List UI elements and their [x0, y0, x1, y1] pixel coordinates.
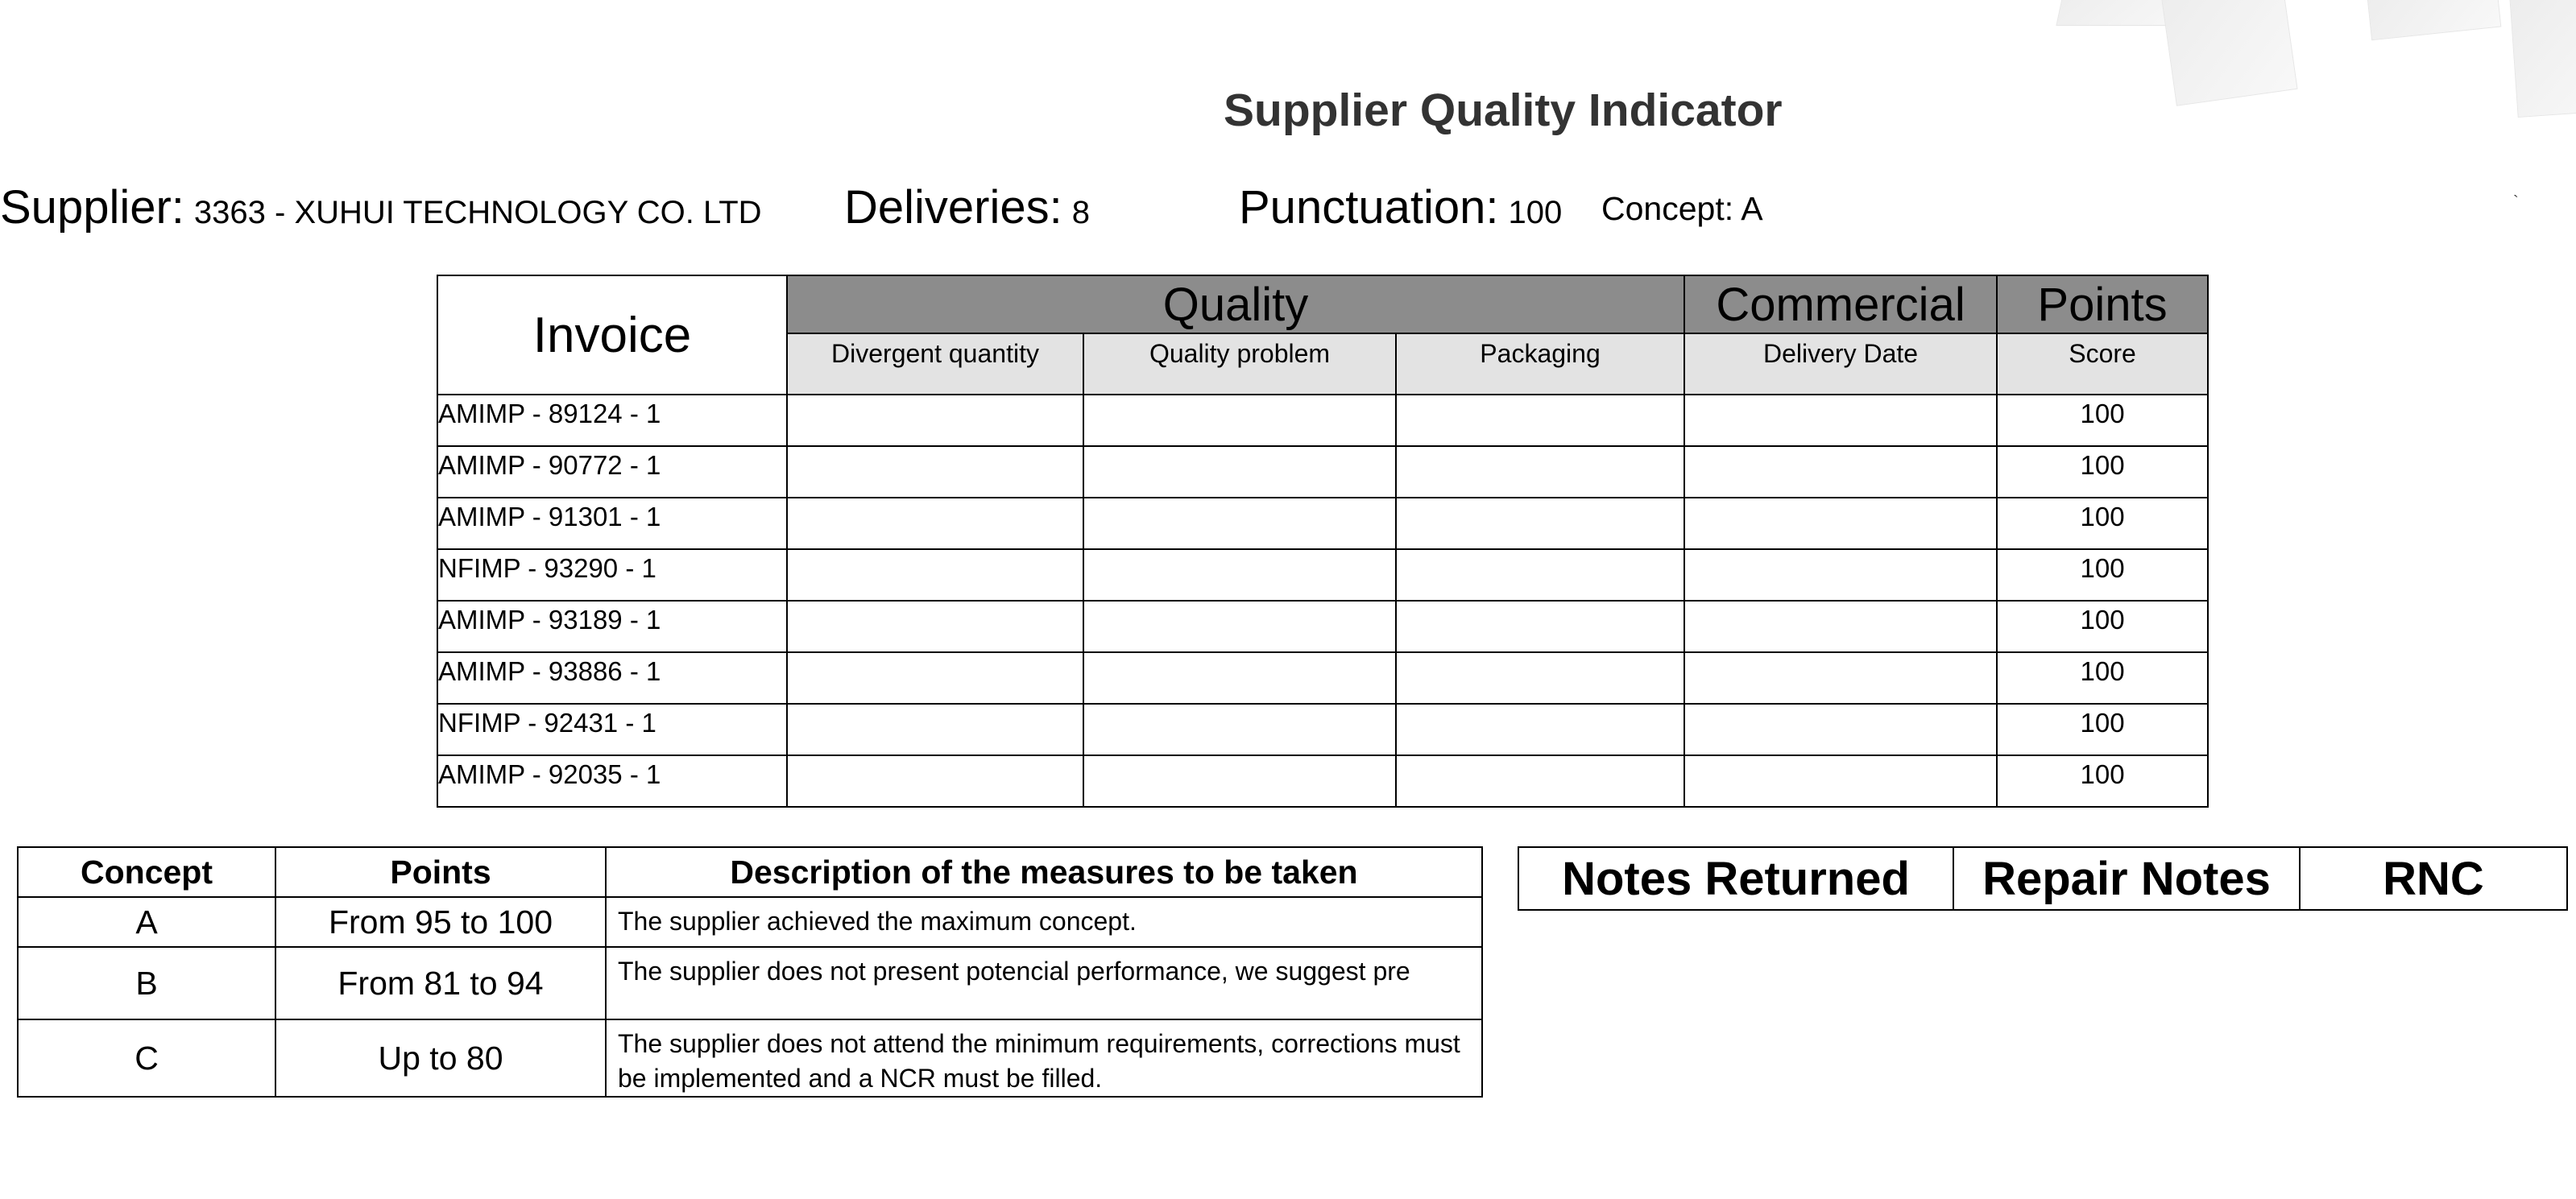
empty-cell	[1684, 652, 1997, 704]
invoice-cell: AMIMP - 91301 - 1	[437, 498, 787, 549]
empty-cell	[1396, 549, 1684, 601]
empty-cell	[787, 395, 1083, 446]
table-row	[437, 652, 2208, 704]
points-range-cell: From 81 to 94	[275, 947, 606, 1019]
empty-cell	[1083, 395, 1396, 446]
empty-cell	[1083, 549, 1396, 601]
empty-cell	[787, 549, 1083, 601]
empty-cell	[1083, 446, 1396, 498]
score-cell: 100	[1997, 446, 2208, 498]
empty-cell	[1396, 446, 1684, 498]
empty-cell	[1684, 446, 1997, 498]
legend-row	[18, 897, 1482, 947]
table-row	[437, 395, 2208, 446]
points-range-cell: From 95 to 100	[275, 897, 606, 947]
table-row	[437, 549, 2208, 601]
description-cell: The supplier achieved the maximum concept.	[606, 897, 1482, 947]
legend-row	[18, 947, 1482, 1019]
empty-cell	[1396, 601, 1684, 652]
empty-cell	[787, 652, 1083, 704]
concept-legend-table	[17, 846, 1483, 1098]
table-row	[437, 704, 2208, 755]
quality-problem-header: Quality problem	[1083, 333, 1396, 395]
description-header: Description of the measures to be taken	[606, 847, 1482, 897]
stray-mark: `	[2513, 193, 2519, 211]
supplier-label: Supplier:	[0, 181, 184, 234]
notes-returned-header: Notes Returned	[1518, 847, 1953, 910]
packaging-header: Packaging	[1396, 333, 1684, 395]
points-range-header: Points	[275, 847, 606, 897]
score-cell: 100	[1997, 704, 2208, 755]
empty-cell	[1684, 601, 1997, 652]
repair-notes-header: Repair Notes	[1953, 847, 2300, 910]
divergent-quantity-header: Divergent quantity	[787, 333, 1083, 395]
empty-cell	[1083, 704, 1396, 755]
empty-cell	[1083, 652, 1396, 704]
description-cell: The supplier does not attend the minimum requirements, corrections must be implemented and a NCR must be filled.	[606, 1019, 1482, 1097]
empty-cell	[1684, 395, 1997, 446]
empty-cell	[1396, 498, 1684, 549]
page-title: Supplier Quality Indicator	[1224, 85, 1783, 136]
score-cell: 100	[1997, 652, 2208, 704]
punctuation-label: Punctuation:	[1239, 181, 1499, 234]
points-header: Points	[1997, 275, 2208, 333]
table-row	[437, 601, 2208, 652]
invoice-table	[437, 275, 2209, 808]
supplier-value: 3363 - XUHUI TECHNOLOGY CO. LTD	[193, 195, 762, 230]
empty-cell	[787, 498, 1083, 549]
description-cell: The supplier does not present potencial performance, we suggest pre	[606, 947, 1482, 1019]
empty-cell	[1684, 704, 1997, 755]
empty-cell	[1684, 498, 1997, 549]
deliveries-info	[844, 180, 1090, 234]
concept-cell: C	[18, 1019, 275, 1097]
empty-cell	[1396, 755, 1684, 807]
deliveries-value: 8	[1071, 195, 1090, 230]
empty-cell	[787, 704, 1083, 755]
quality-header: Quality	[787, 275, 1684, 333]
invoice-cell: AMIMP - 92035 - 1	[437, 755, 787, 807]
invoice-cell: AMIMP - 89124 - 1	[437, 395, 787, 446]
legend-row	[18, 1019, 1482, 1097]
table-row	[437, 446, 2208, 498]
notes-table	[1518, 846, 2568, 911]
decorative-shape	[2158, 0, 2297, 106]
concept-value: Concept: A	[1601, 190, 1763, 227]
score-cell: 100	[1997, 395, 2208, 446]
decorative-shape	[2508, 0, 2576, 118]
score-cell: 100	[1997, 549, 2208, 601]
decorative-shape	[2366, 0, 2502, 40]
invoice-cell: NFIMP - 92431 - 1	[437, 704, 787, 755]
invoice-cell: AMIMP - 90772 - 1	[437, 446, 787, 498]
score-cell: 100	[1997, 755, 2208, 807]
delivery-date-header: Delivery Date	[1684, 333, 1997, 395]
concept-header: Concept	[18, 847, 275, 897]
score-header: Score	[1997, 333, 2208, 395]
supplier-info	[0, 180, 762, 234]
concept-cell: B	[18, 947, 275, 1019]
empty-cell	[1083, 755, 1396, 807]
rnc-header: RNC	[2300, 847, 2567, 910]
empty-cell	[1684, 755, 1997, 807]
empty-cell	[1684, 549, 1997, 601]
empty-cell	[787, 755, 1083, 807]
punctuation-value: 100	[1508, 195, 1563, 230]
points-range-cell: Up to 80	[275, 1019, 606, 1097]
score-cell: 100	[1997, 498, 2208, 549]
invoice-header: Invoice	[437, 275, 787, 395]
score-cell: 100	[1997, 601, 2208, 652]
invoice-cell: NFIMP - 93290 - 1	[437, 549, 787, 601]
invoice-cell: AMIMP - 93886 - 1	[437, 652, 787, 704]
concept-cell: A	[18, 897, 275, 947]
invoice-cell: AMIMP - 93189 - 1	[437, 601, 787, 652]
table-row	[437, 498, 2208, 549]
punctuation-info	[1239, 180, 1562, 234]
empty-cell	[1396, 652, 1684, 704]
commercial-header: Commercial	[1684, 275, 1997, 333]
deliveries-label: Deliveries:	[844, 181, 1062, 234]
empty-cell	[1396, 395, 1684, 446]
table-row	[437, 755, 2208, 807]
empty-cell	[1396, 704, 1684, 755]
empty-cell	[1083, 601, 1396, 652]
empty-cell	[1083, 498, 1396, 549]
empty-cell	[787, 601, 1083, 652]
empty-cell	[787, 446, 1083, 498]
